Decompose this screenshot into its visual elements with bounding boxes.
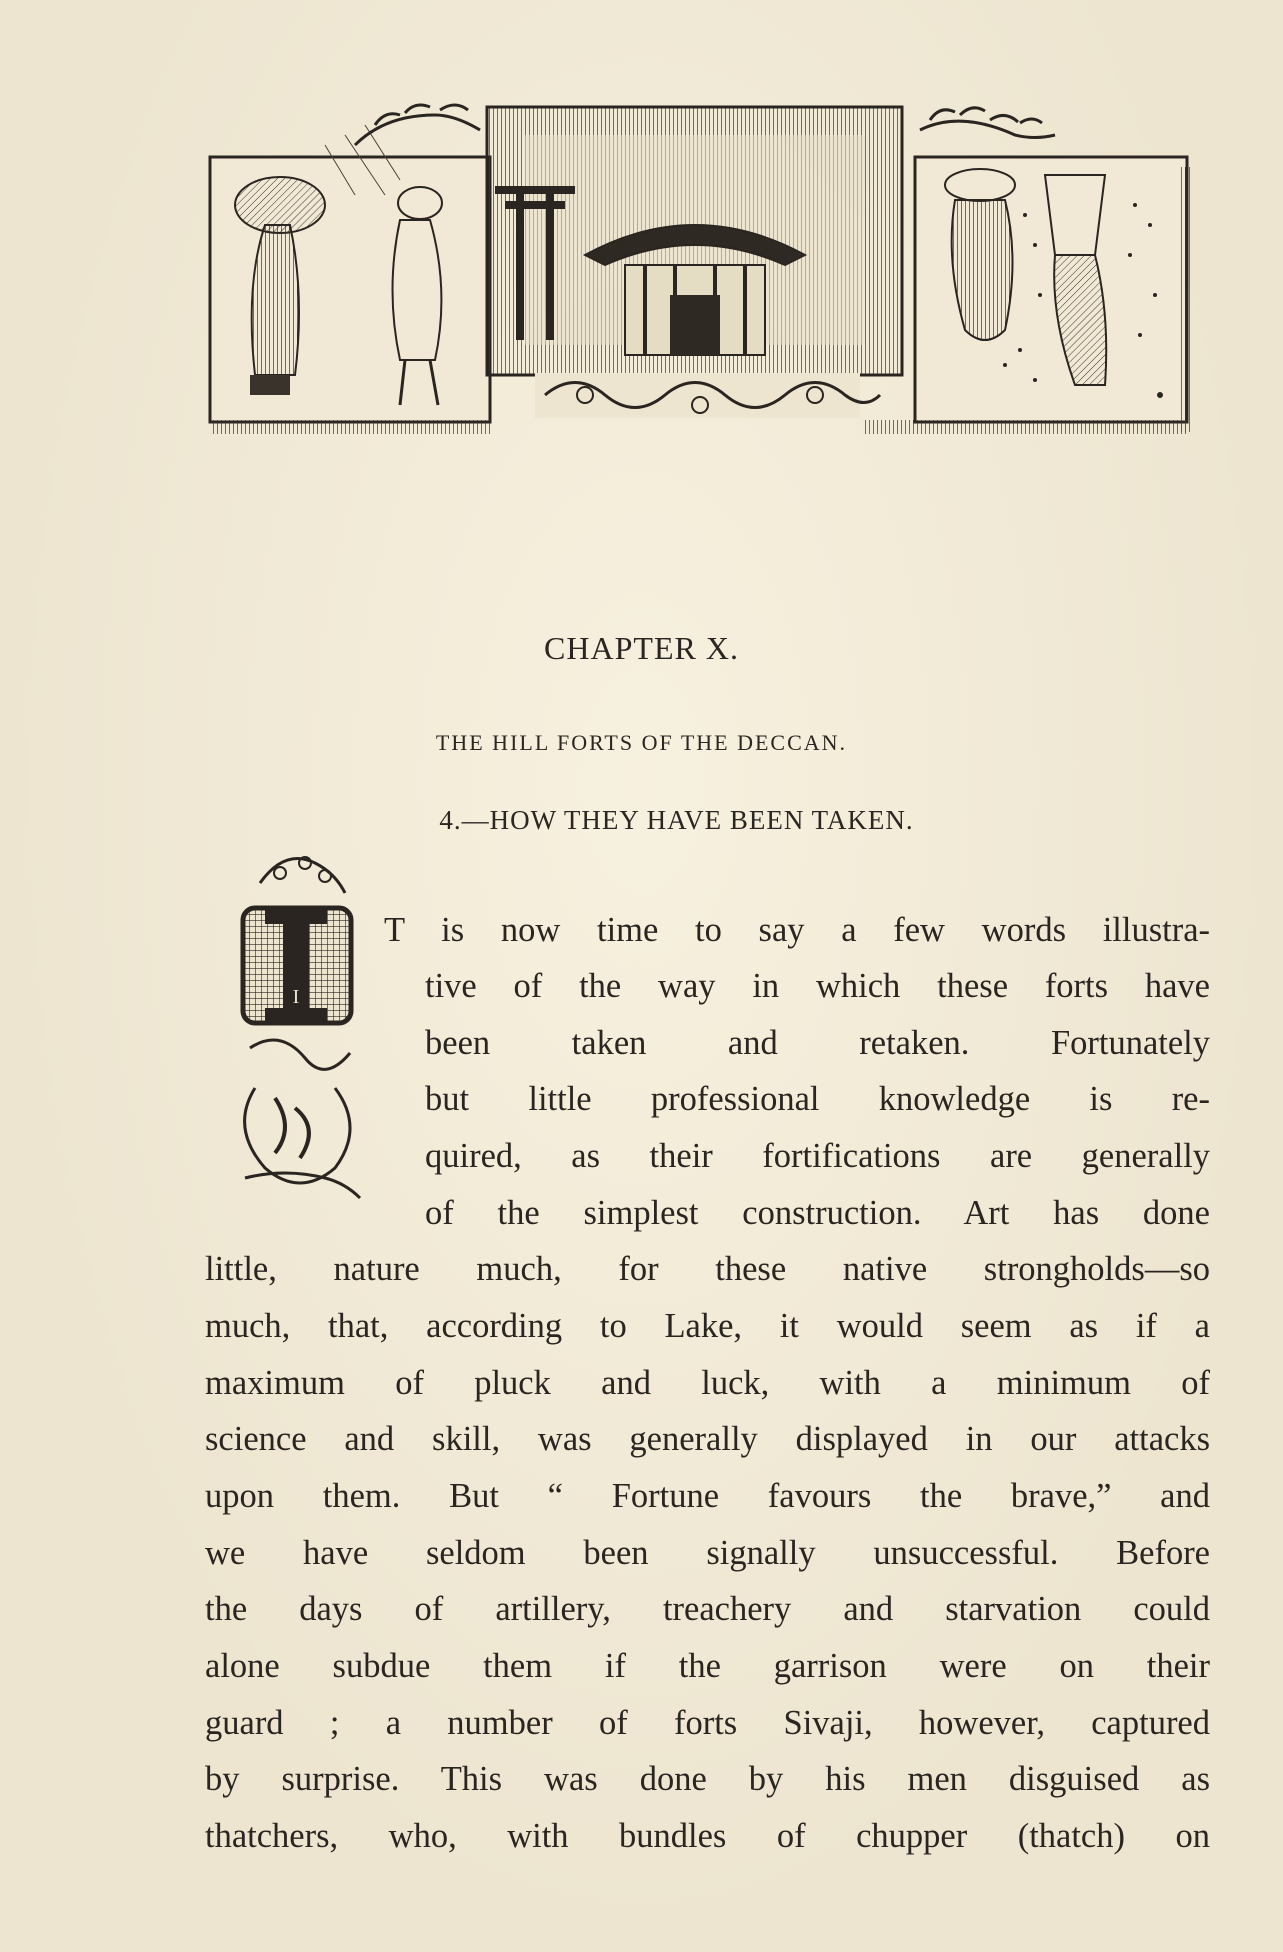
headpiece-illustration [205,95,1190,445]
right-panel [865,108,1190,434]
body-line: the days of artillery, treachery and starvation could [205,1590,1210,1628]
body-line: T is now time to say a few words illustra- [384,911,1210,949]
dropcap-letter: I [292,986,300,1008]
body-line: of the simplest construction. Art has done [425,1194,1210,1232]
body-line: science and skill, was generally displayed in our attacks [205,1420,1210,1458]
center-panel [487,107,902,418]
body-line: guard ; a number of forts Sivaji, however, captured [205,1704,1210,1742]
body-line: we have seldom been signally unsuccessful. Before [205,1534,1210,1572]
body-line: alone subdue them if the garrison were on their [205,1647,1210,1685]
body-line: quired, as their fortifications are generally [425,1137,1210,1175]
body-line: little, nature much, for these native strongholds—so [205,1250,1210,1288]
section-title: 4.—HOW THEY HAVE BEEN TAKEN. [439,805,914,835]
body-line: upon them. But “ Fortune favours the brave,” and [205,1477,1210,1515]
body-line: been taken and retaken. Fortunately [425,1024,1210,1062]
body-line: tive of the way in which these forts have [425,967,1210,1005]
body-line: much, that, according to Lake, it would seem as if a [205,1307,1210,1345]
ornamental-initial [225,848,375,1210]
body-line: but little professional knowledge is re- [425,1080,1210,1118]
chapter-subtitle: THE HILL FORTS OF THE DECCAN. [435,730,848,755]
chapter-title: CHAPTER X. [544,630,739,666]
left-panel [210,105,490,434]
body-line: thatchers, who, with bundles of chupper (thatch) on [205,1817,1210,1855]
body-line: maximum of pluck and luck, with a minimum of [205,1364,1210,1402]
body-line: by surprise. This was done by his men disguised as [205,1760,1210,1798]
